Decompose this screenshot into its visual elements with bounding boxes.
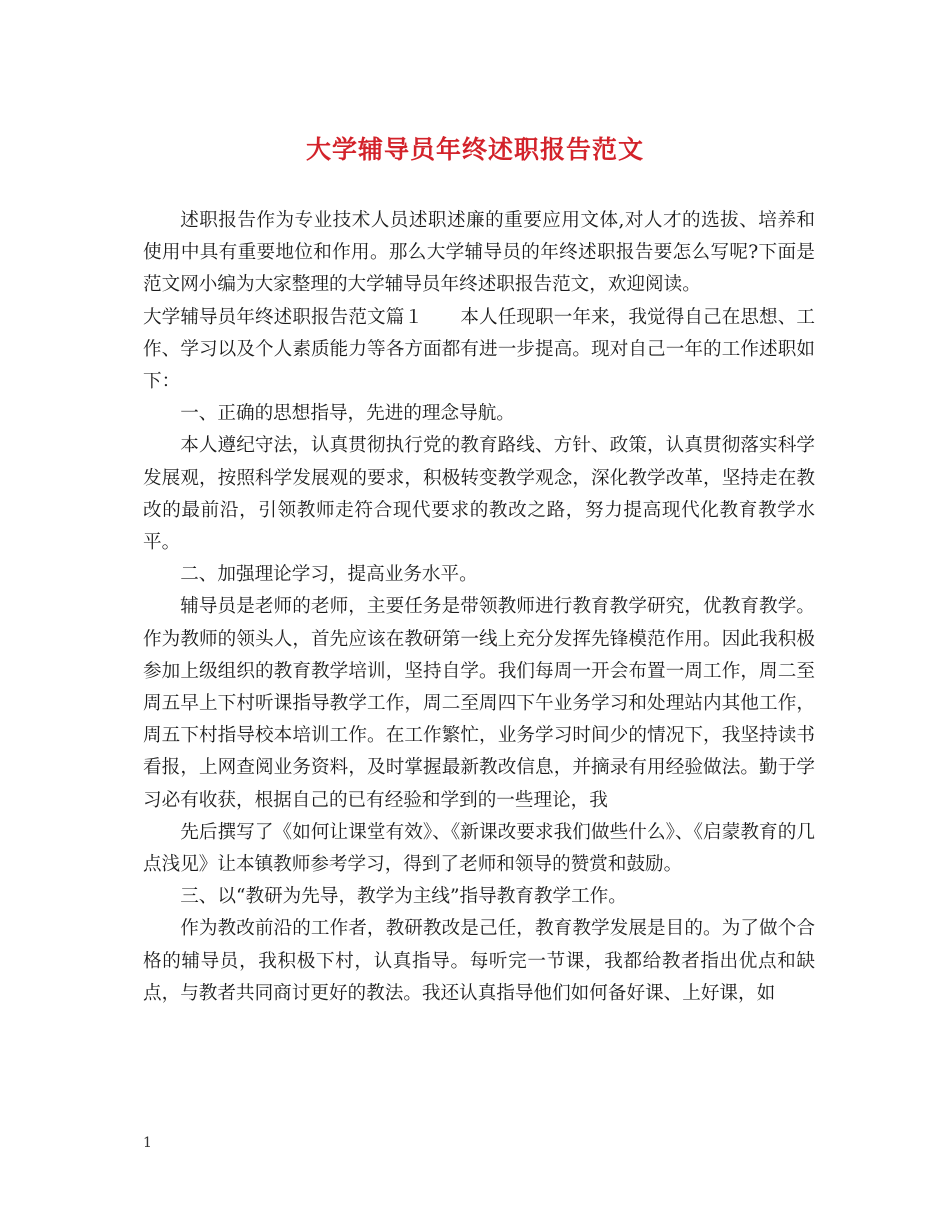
- point-three-paragraph: 作为教改前沿的工作者，教研教改是己任，教育教学发展是目的。为了做个合格的辅导员，我积极下村，认真指导。每听完一节课，我都给教者指出优点和缺点，与教者共同商讨更好的教法。我还认真指导他们如何备好课、上好课，如: [143, 918, 815, 1004]
- document-title: 大学辅导员年终述职报告范文: [305, 135, 644, 164]
- point-two-paragraph: 辅导员是老师的老师，主要任务是带领教师进行教育教学研究，优教育教学。作为教师的领头人，首先应该在教研第一线上充分发挥先锋模范作用。因此我积极参加上级组织的教育教学培训，坚持自学。我们每周一开会布置一周工作，周二至周五早上下村听课指导教学工作，周二至周四下午业务学习和处理站内其他工作，周五下村指导校本培训工作。在工作繁忙，业务学习时间少的情况下，我坚持读书看报，上网查阅业务资料，及时掌握最新教改信息，并摘录有用经验做法。勤于学习必有收获，根据自己的已有经验和学到的一些理论，我: [143, 596, 815, 811]
- point-one-paragraph: 本人遵纪守法，认真贯彻执行党的教育路线、方针、政策，认真贯彻落实科学发展观，按照科学发展观的要求，积极转变教学观念，深化教学改革，坚持走在教改的最前沿，引领教师走符合现代要求的教改之路，努力提高现代化教育教学水平。: [143, 435, 815, 554]
- point-two-continued-paragraph: 先后撰写了《如何让课堂有效》、《新课改要求我们做些什么》、《启蒙教育的几点浅见》让本镇教师参考学习，得到了老师和领导的赞赏和鼓励。: [143, 821, 815, 876]
- point-three-heading: 三、以“教研为先导，教学为主线”指导教育教学工作。: [180, 886, 627, 908]
- intro-paragraph: 述职报告作为专业技术人员述职述廉的重要应用文体,对人才的选拔、培养和使用中具有重要地位和作用。那么大学辅导员的年终述职报告要怎么写呢?下面是范文网小编为大家整理的大学辅导员年终述职报告范文，欢迎阅读。: [143, 210, 815, 296]
- document-body: [143, 205, 815, 1010]
- page-number: 1: [143, 1135, 152, 1151]
- section-heading-paragraph: 大学辅导员年终述职报告范文篇１ 本人任现职一年来，我觉得自己在思想、工作、学习以及个人素质能力等各方面都有进一步提高。现对自己一年的工作述职如下：: [143, 306, 815, 393]
- point-two-heading: 二、加强理论学习，提高业务水平。: [180, 564, 478, 586]
- point-one-heading: 一、正确的思想指导，先进的理念导航。: [180, 403, 515, 425]
